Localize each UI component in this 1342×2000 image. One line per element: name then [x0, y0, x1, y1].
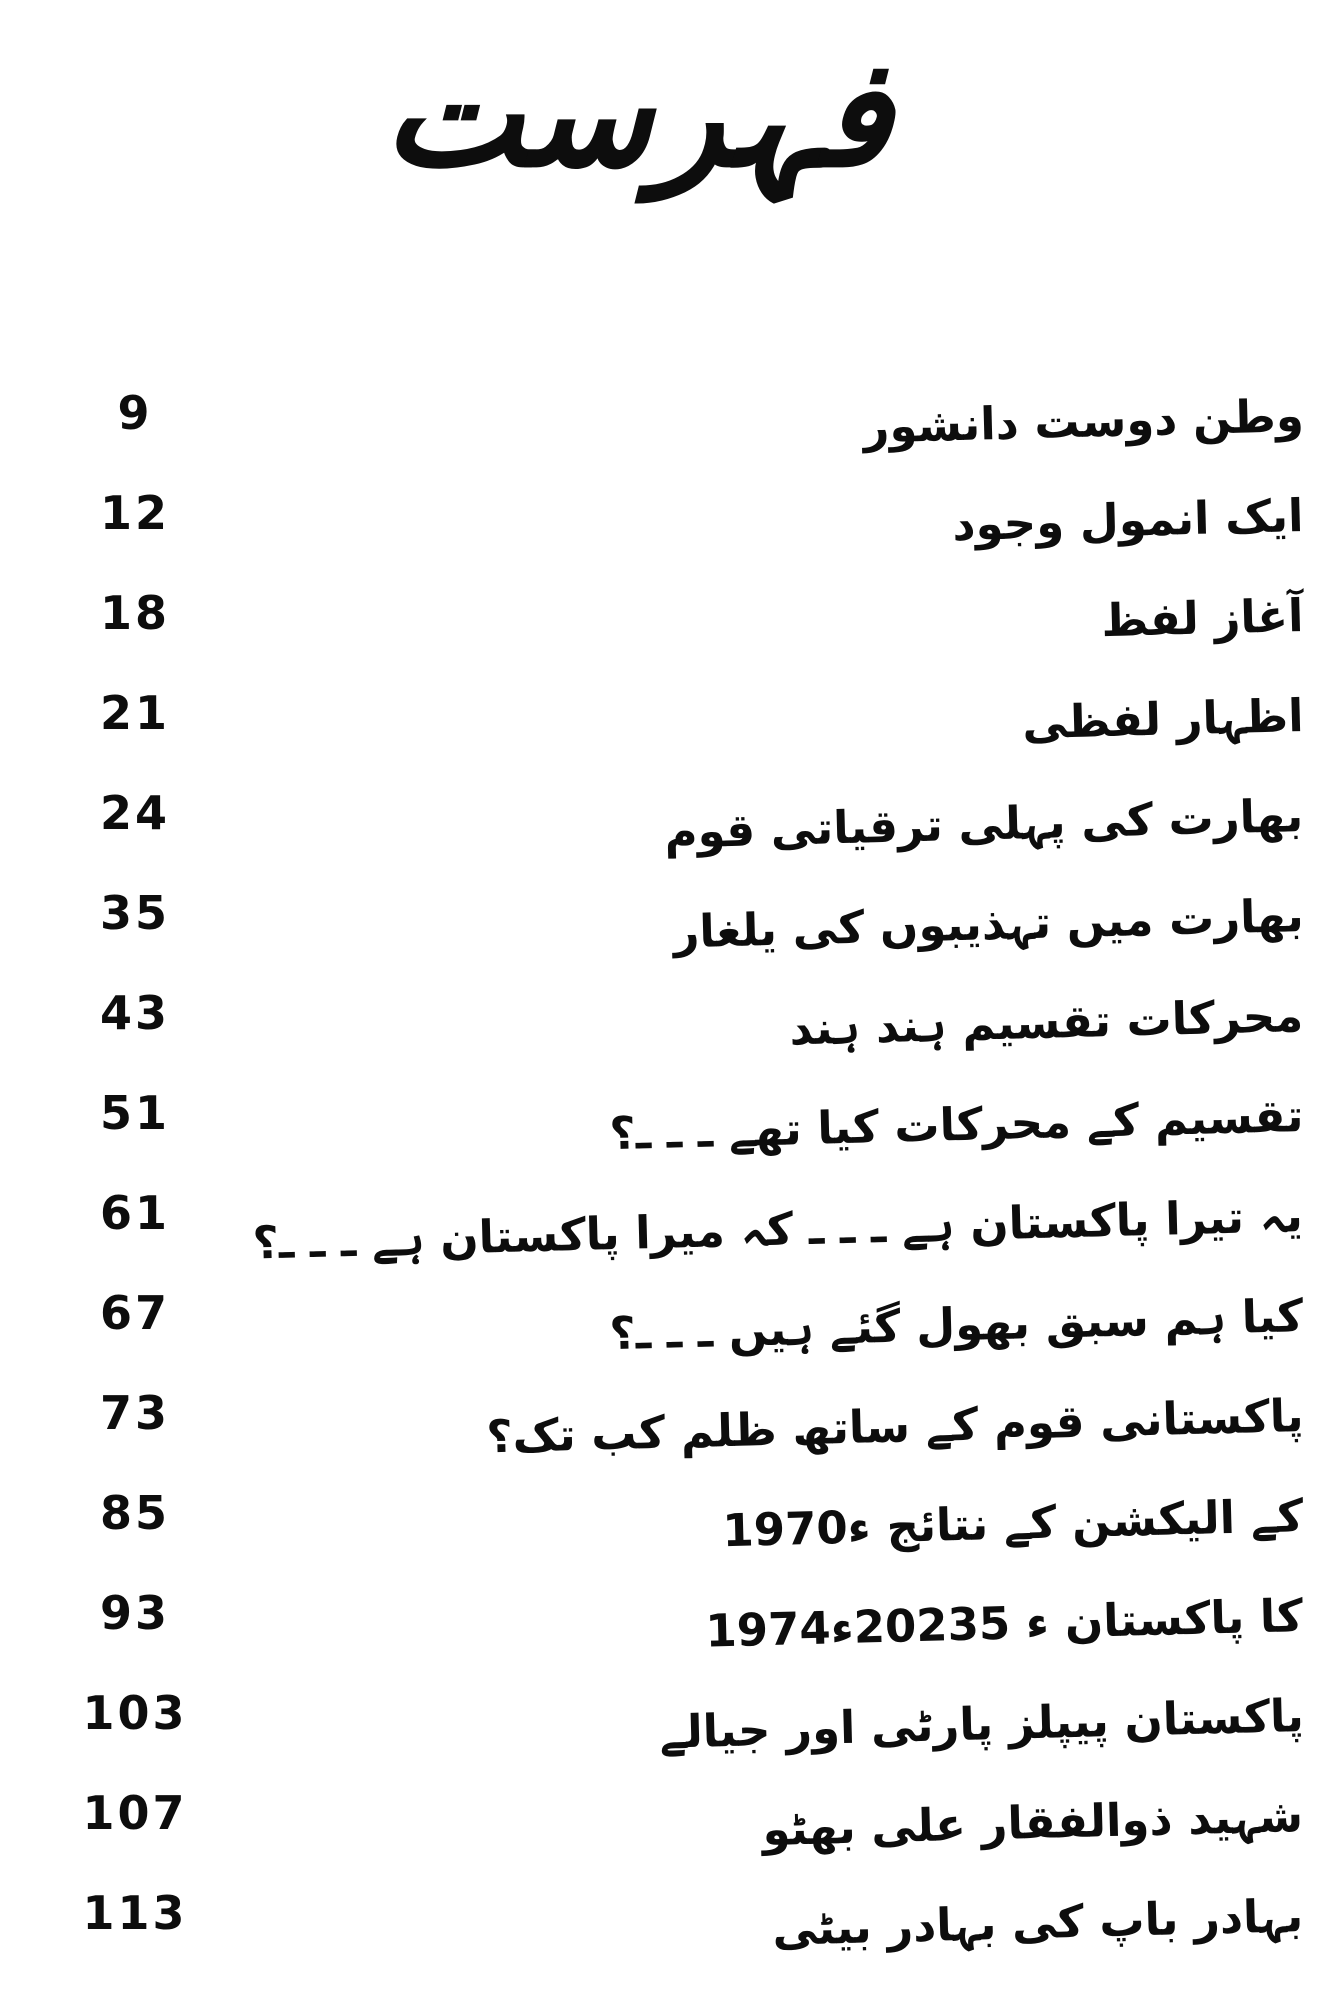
toc-page-number: 18 — [99, 586, 170, 640]
toc-page-number: 67 — [99, 1286, 170, 1340]
toc-page-number: 93 — [99, 1586, 170, 1640]
toc-entry-title — [772, 1888, 1304, 1958]
toc-page-number: 85 — [99, 1486, 170, 1540]
toc-entry-text: پاکستانی قوم کے ساتھ ظلم کب تک؟ — [485, 1388, 1304, 1464]
toc-entry — [0, 1152, 1342, 1270]
toc-entry-title — [722, 1488, 1304, 1559]
toc-entry — [0, 852, 1342, 959]
toc-entry-title — [1100, 588, 1304, 650]
toc-entry — [0, 1452, 1342, 1557]
toc-page-number: 107 — [82, 1786, 188, 1840]
toc-page-number: 35 — [99, 886, 170, 940]
toc-page-number: 51 — [99, 1086, 170, 1140]
toc-entry-text: ایک انمول وجود — [951, 488, 1304, 551]
toc-entry-text: شہید ذوالفقار علی بھٹو — [761, 1788, 1304, 1856]
toc-page-number: 113 — [82, 1886, 188, 1940]
toc-entry — [0, 1052, 1342, 1160]
toc-list — [0, 352, 1342, 1956]
toc-entry-text: محرکات تقسیم ہند ہند — [788, 988, 1304, 1056]
toc-entry-title — [672, 888, 1304, 961]
toc-entry-year: 1974ء 20235ء — [705, 1595, 1050, 1658]
toc-entry-title — [658, 1688, 1304, 1761]
toc-entry-title — [951, 488, 1304, 553]
toc-entry-title — [862, 388, 1304, 456]
toc-entry-title — [705, 1588, 1304, 1660]
toc-entry-text: یہ تیرا پاکستان ہے ـ ـ ـ کہ میرا پاکستان ہے ـ ـ ـ؟ — [252, 1188, 1304, 1270]
toc-entry-text: تقسیم کے محرکات کیا تھے ـ ـ ـ؟ — [608, 1088, 1304, 1160]
toc-entry-title — [609, 1088, 1304, 1162]
toc-entry-text: کیا ہم سبق بھول گئے ہیں ـ ـ ـ؟ — [608, 1288, 1304, 1360]
toc-entry — [0, 552, 1342, 652]
toc-entry — [0, 1252, 1342, 1360]
toc-entry-year: 1970ء — [721, 1500, 872, 1557]
toc-entry-title — [664, 788, 1304, 861]
page-title: فہرست — [383, 28, 892, 200]
toc-entry-text: پاکستان پیپلز پارٹی اور جیالے — [658, 1688, 1304, 1759]
toc-entry — [0, 1352, 1342, 1464]
toc-entry — [0, 1552, 1342, 1658]
toc-page-number: 24 — [99, 786, 170, 840]
toc-entry-text: اظہار لفظی — [1021, 688, 1304, 750]
toc-entry — [0, 352, 1342, 452]
toc-page-number: 9 — [117, 386, 153, 440]
toc-page-number: 73 — [99, 1386, 170, 1440]
toc-page-number: 43 — [99, 986, 170, 1040]
toc-entry-text: آغاز لفظ — [1100, 588, 1304, 648]
toc-entry-title — [1021, 688, 1304, 752]
toc-entry-title — [789, 988, 1304, 1058]
toc-page-number: 61 — [99, 1186, 170, 1240]
toc-entry — [0, 1652, 1342, 1759]
toc-entry-title — [762, 1788, 1304, 1858]
toc-entry-text: بھارت کی پہلی ترقیاتی قوم — [663, 788, 1304, 859]
toc-entry — [0, 752, 1342, 859]
toc-entry-text: بھارت میں تہذیبوں کی یلغار — [672, 888, 1304, 959]
toc-entry-title — [609, 1288, 1304, 1362]
toc-entry-text: وطن دوست دانشور — [862, 388, 1304, 454]
toc-entry — [0, 1852, 1342, 1956]
toc-entry — [0, 952, 1342, 1056]
toc-entry — [0, 652, 1342, 752]
toc-page-number: 21 — [99, 686, 170, 740]
toc-entry — [0, 1752, 1342, 1856]
toc-entry-text: بہادر باپ کی بہادر بیٹی — [771, 1888, 1304, 1956]
toc-entry-text: کا پاکستان — [1064, 1588, 1304, 1648]
toc-page-number: 12 — [99, 486, 170, 540]
toc-entry — [0, 452, 1342, 552]
toc-entry-text: کے الیکشن کے نتائج — [885, 1488, 1304, 1553]
toc-page-number: 103 — [82, 1686, 188, 1740]
